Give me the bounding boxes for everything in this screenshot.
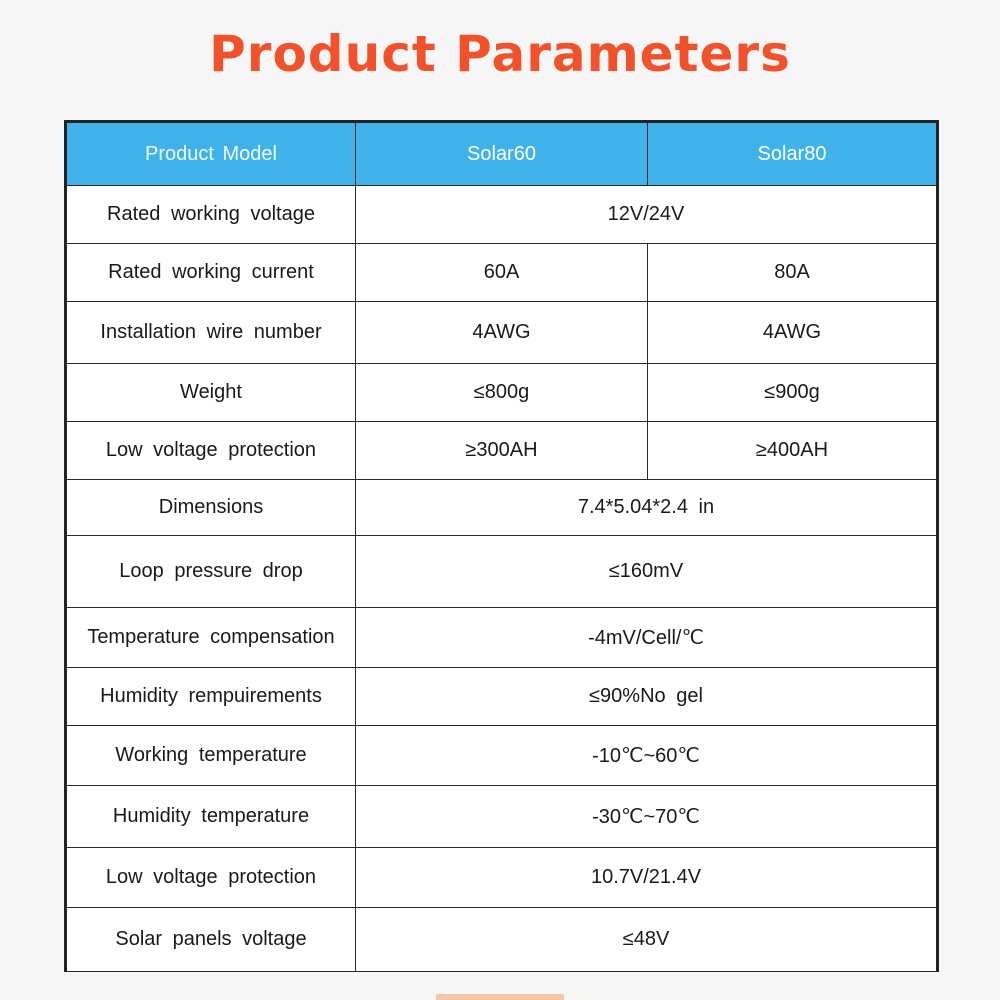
row-label-rated-working-voltage: Rated working voltage (66, 186, 356, 244)
row-value-humidity-temperature: -30℃~70℃ (356, 786, 938, 848)
row-label-rated-working-current: Rated working current (66, 244, 356, 302)
table-row (66, 608, 938, 668)
table-row (66, 364, 938, 422)
row-value-solar80-weight: ≤900g (648, 364, 938, 422)
row-value-low-voltage-protection-2: 10.7V/21.4V (356, 848, 938, 908)
row-value-humidity-requirements: ≤90%No gel (356, 668, 938, 726)
row-label-humidity-requirements: Humidity rempuirements (66, 668, 356, 726)
row-value-solar80-current: 80A (648, 244, 938, 302)
row-label-temperature-compensation: Temperature compensation (66, 608, 356, 668)
page-title: Product Parameters (209, 25, 791, 83)
row-value-dimensions: 7.4*5.04*2.4 in (356, 480, 938, 536)
table-row (66, 726, 938, 786)
header-model-solar80: Solar80 (648, 122, 938, 186)
row-label-working-temperature: Working temperature (66, 726, 356, 786)
row-label-humidity-temperature: Humidity temperature (66, 786, 356, 848)
row-value-rated-working-voltage: 12V/24V (356, 186, 938, 244)
row-label-weight: Weight (66, 364, 356, 422)
table-row (66, 422, 938, 480)
row-label-installation-wire-number: Installation wire number (66, 302, 356, 364)
row-label-loop-pressure-drop: Loop pressure drop (66, 536, 356, 608)
row-value-solar60-low-voltage: ≥300AH (356, 422, 648, 480)
row-value-solar60-weight: ≤800g (356, 364, 648, 422)
row-value-solar60-wire: 4AWG (356, 302, 648, 364)
parameters-table (64, 120, 939, 972)
table-row (66, 848, 938, 908)
row-label-solar-panels-voltage: Solar panels voltage (66, 908, 356, 972)
table-row (66, 786, 938, 848)
table-row (66, 480, 938, 536)
table-row (66, 302, 938, 364)
table-header-row (66, 122, 938, 186)
row-label-dimensions: Dimensions (66, 480, 356, 536)
row-value-solar60-current: 60A (356, 244, 648, 302)
bottom-decorative-tab (436, 994, 564, 1000)
table-row (66, 536, 938, 608)
table-row (66, 186, 938, 244)
row-value-temperature-compensation: -4mV/Cell/℃ (356, 608, 938, 668)
table-row (66, 908, 938, 972)
row-value-solar-panels-voltage: ≤48V (356, 908, 938, 972)
header-model-solar60: Solar60 (356, 122, 648, 186)
row-value-loop-pressure-drop: ≤160mV (356, 536, 938, 608)
row-value-working-temperature: -10℃~60℃ (356, 726, 938, 786)
header-label-product-model: Product Model (66, 122, 356, 186)
row-label-low-voltage-protection-2: Low voltage protection (66, 848, 356, 908)
table-row (66, 244, 938, 302)
table-row (66, 668, 938, 726)
row-value-solar80-wire: 4AWG (648, 302, 938, 364)
row-label-low-voltage-protection: Low voltage protection (66, 422, 356, 480)
row-value-solar80-low-voltage: ≥400AH (648, 422, 938, 480)
